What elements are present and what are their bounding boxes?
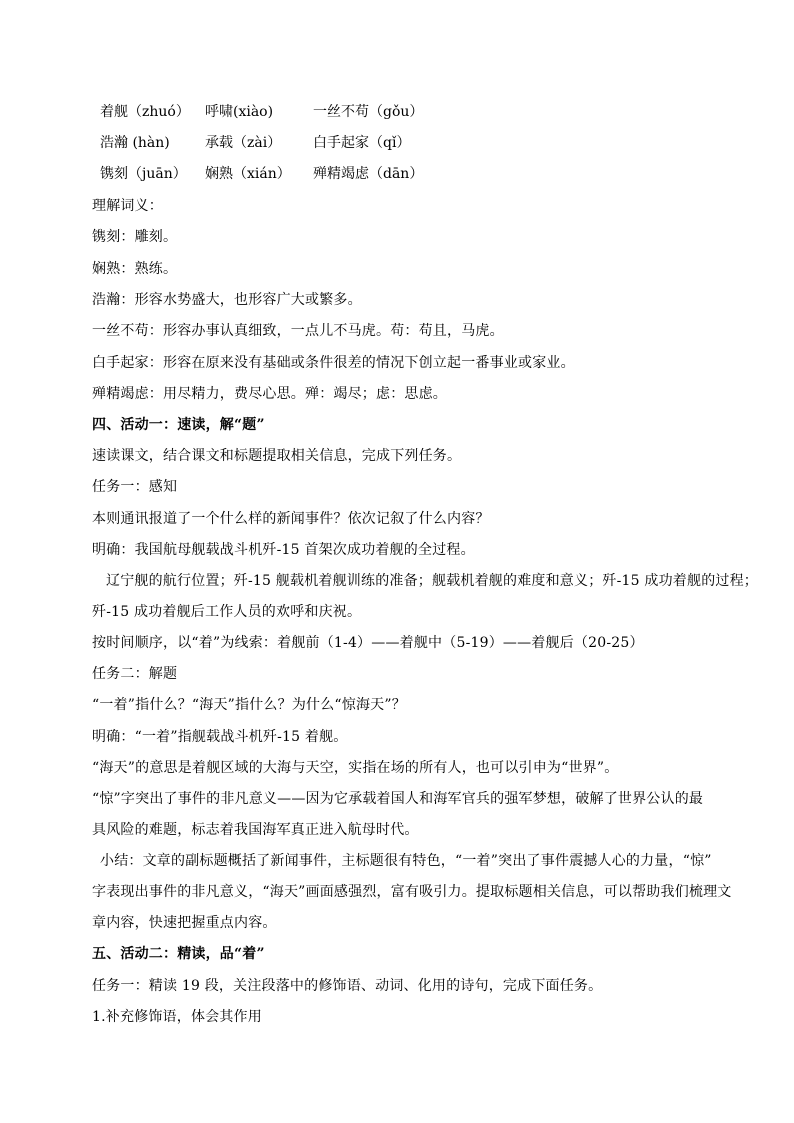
vocab-word: 白手起家（qǐ） (313, 135, 411, 151)
vocab-word: 镌刻（juān） (100, 166, 187, 182)
question: “一着”指什么？“海天”指什么？为什么“惊海天”？ (92, 697, 406, 713)
task-label: 任务一：感知 (92, 479, 178, 495)
vocab-word: 着舰（zhuó） (100, 104, 190, 120)
answer: 明确：“一着”指舰载战斗机歼-15 着舰。 (92, 729, 348, 745)
summary: 章内容，快速把握重点内容。 (92, 915, 277, 931)
definition-line: 白手起家：形容在原来没有基础或条件很差的情况下创立起一番事业或家业。 (92, 355, 575, 371)
definition-line: 一丝不苟：形容办事认真细致，一点儿不马虎。苟：苟且，马虎。 (92, 323, 504, 339)
paragraph: “惊”字突出了事件的非凡意义——因为它承载着国人和海军官兵的强军梦想，破解了世界公认的最 (92, 791, 704, 807)
paragraph: 辽宁舰的航行位置；歼-15 舰载机着舰训练的准备；舰载机着舰的难度和意义；歼-15 成功着舰的过程； (106, 573, 758, 589)
summary: 小结：文章的副标题概括了新闻事件，主标题很有特色，“一着”突出了事件震撼人心的力量，“惊” (100, 853, 712, 869)
definition-line: 浩瀚：形容水势盛大，也形容广大或繁多。 (92, 292, 362, 308)
question: 本则通讯报道了一个什么样的新闻事件？依次记叙了什么内容？ (92, 511, 490, 527)
paragraph: 歼-15 成功着舰后工作人员的欢呼和庆祝。 (92, 604, 362, 620)
vocab-word: 呼啸(xiào) (205, 104, 274, 120)
definition-line: 镌刻：雕刻。 (92, 229, 178, 245)
answer: 明确：我国航母舰载战斗机歼-15 首架次成功着舰的全过程。 (92, 542, 475, 558)
vocab-word: 娴熟（xián） (205, 166, 291, 182)
vocab-word: 一丝不苟（gǒu） (313, 104, 424, 120)
section-heading: 五、活动二：精读，品“着” (92, 946, 265, 962)
task-label: 任务二：解题 (92, 666, 178, 682)
paragraph: 速读课文，结合课文和标题提取相关信息，完成下列任务。 (92, 448, 462, 464)
section-heading: 四、活动一：速读，解“题” (92, 417, 265, 433)
paragraph: 具风险的难题，标志着我国海军真正进入航母时代。 (92, 822, 419, 838)
definition-line: 娴熟：熟练。 (92, 261, 178, 277)
summary: 字表现出事件的非凡意义，“海天”画面感强烈，富有吸引力。提取标题相关信息，可以帮助我们梳理文 (92, 884, 732, 900)
definition-line: 殚精竭虑：用尽精力，费尽心思。殚：竭尽；虑：思虑。 (92, 386, 447, 402)
vocab-word: 浩瀚 (hàn) (100, 135, 170, 151)
vocab-word: 承载（zài） (205, 135, 282, 151)
section-label: 理解词义： (92, 198, 163, 214)
paragraph: “海天”的意思是着舰区域的大海与天空，实指在场的所有人，也可以引申为“世界”。 (92, 760, 619, 776)
task-label: 任务一：精读 19 段，关注段落中的修饰语、动词、化用的诗句，完成下面任务。 (92, 978, 603, 994)
vocab-word: 殚精竭虑（dān） (313, 166, 424, 182)
list-item: 1.补充修饰语，体会其作用 (92, 1009, 262, 1025)
paragraph: 按时间顺序，以“着”为线索：着舰前（1-4）——着舰中（5-19）——着舰后（20-25） (92, 635, 644, 651)
